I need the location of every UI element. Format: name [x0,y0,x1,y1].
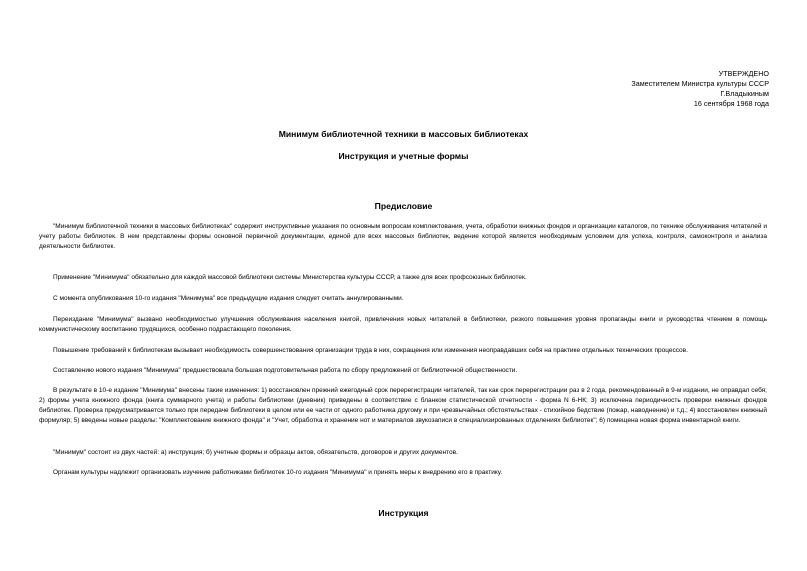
approval-block [631,69,769,109]
approval-line: УТВЕРЖДЕНО [718,69,769,78]
preface-heading: Предисловие [374,201,433,211]
paragraph: Составлению нового издания "Минимума" предшествовала большая подготовительная работа по сбору предложений от библиотечной общественности. [53,367,518,374]
paragraph: В результате в 10-е издание "Минимума" внесены такие изменения: 1) восстановлен прежний ежегодный срок перерегистрации читателей, так как срок перерегистрации раз в 2 года, рекомендованный в 9-м издании, не оправдал себя; 2) формы учета книжного фонда (книга суммарного учета) и работы библиотеки (дневник) приведены в соответствие с бланком статистической отчетности - форма N 6-НК; 3) исключена периодичность проверки книжных фондов библиотек. Проверка предусматривается только при передаче библиотеки в целом или ее части от одного работника другому и при чрезвычайных обстоятельствах - стихийное бедствие (пожар, наводнение) и т.д.; 4) восстановлен книжный формуляр; 5) введены новые разделы: "Комплектование книжного фонда" и "Учет, обработка и хранение нот и материалов звукозаписи в специализированных отделениях библиотек"; 6) помещена новая форма инвентарной книги. [39,387,767,424]
paragraph: Переиздание "Минимума" вызвано необходимостью улучшения обслуживания населения книгой, привлечения новых читателей в библиотеки, резкого повышения уровня пропаганды книги и руководства чтением в помощь коммунистическому воспитанию трудящихся, особенно подрастающего поколения. [39,316,767,333]
paragraph: С момента опубликования 10-го издания "Минимума" все предыдущие издания следует считать аннулированными. [53,295,404,302]
paragraph: Органам культуры надлежит организовать изучение работниками библиотек 10-го издания "Минимума" и принять меры к внедрению его в практику. [53,469,503,476]
document-subtitle: Инструкция и учетные формы [338,151,469,161]
paragraph: "Минимум библиотечной техники в массовых библиотеках" содержит инструктивные указания по основным вопросам комплектования, учета, обработки книжных фондов и организации каталогов, по технике обслуживания читателей и учету работы библиотек. В нем представлены формы основной первичной документации, единой для всех массовых библиотек, ведение которой является необходимым условием для успеха, контроля, самоконтроля и анализа деятельности библиотек. [39,223,767,250]
paragraph: Повышение требований к библиотекам вызывает необходимость совершенствования организации труда в них, сокращения или изменения неоправдавших себя на практике отдельных технических процессов. [53,347,688,354]
instruction-heading: Инструкция [378,508,429,518]
approval-position: Заместителем Министра культуры СССР [631,79,769,88]
approval-date: 16 сентября 1968 года [693,99,769,108]
paragraph: Применение "Минимума" обязательно для каждой массовой библиотеки системы Министерства культуры СССР, а также для всех профсоюзных библиотек. [53,274,527,281]
approval-name: Г.Владыкиным [720,89,769,98]
document-title: Минимум библиотечной техники в массовых библиотеках [278,129,529,139]
paragraph: "Минимум" состоит из двух частей: а) инструкция; б) учетные формы и образцы актов, обязательств, договоров и других документов. [53,449,458,456]
